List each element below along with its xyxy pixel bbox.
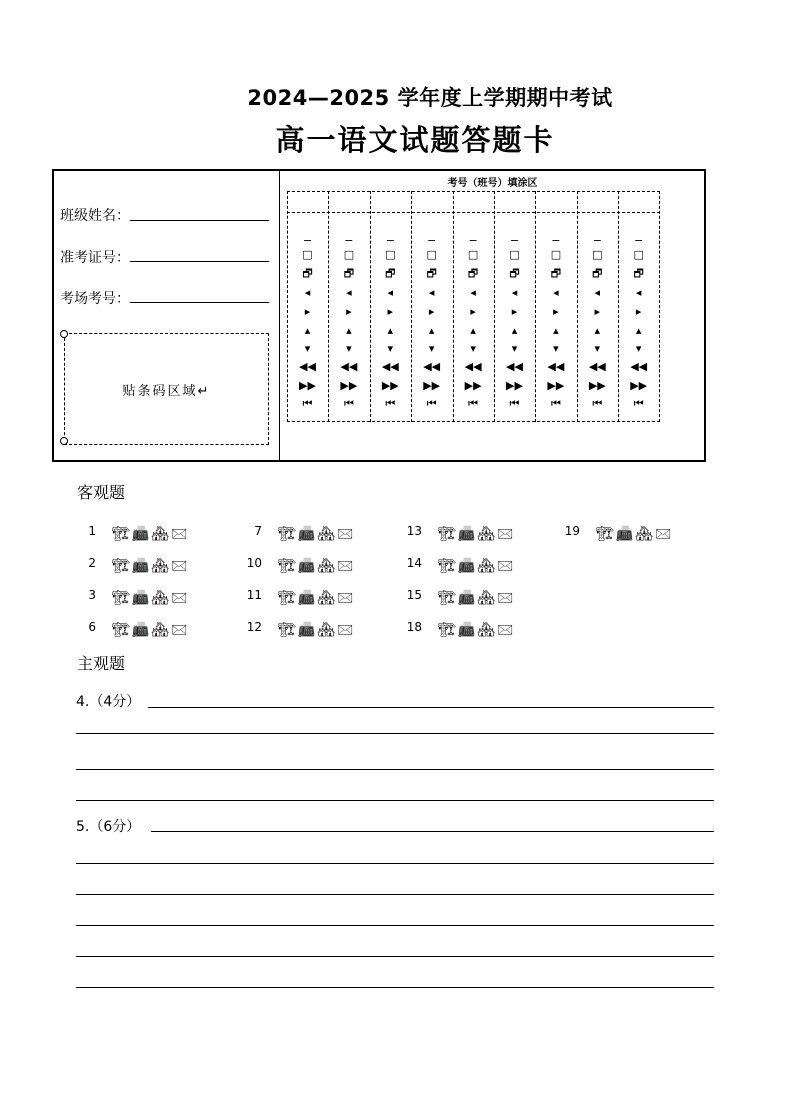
fill-bubble[interactable]: ◂ bbox=[635, 286, 642, 299]
fill-bubble[interactable]: ▸ bbox=[553, 305, 559, 318]
answer-options[interactable]: 🏗📠🏘🖂 bbox=[438, 590, 516, 606]
fill-bubble[interactable]: ◀◀ bbox=[506, 360, 523, 373]
answer-line[interactable] bbox=[76, 769, 714, 770]
fill-bubble[interactable]: ▸ bbox=[511, 305, 518, 318]
fill-bubble[interactable]: − bbox=[634, 234, 644, 247]
page-subtitle: 高一语文试题答题卡 bbox=[275, 123, 555, 157]
fill-bubble[interactable]: ▴ bbox=[387, 324, 394, 337]
fill-bubble[interactable]: ▶▶ bbox=[588, 379, 606, 392]
question-number: 10 bbox=[246, 556, 262, 570]
question-number: 7 bbox=[254, 524, 262, 538]
fill-bubble[interactable]: ⏮ bbox=[592, 397, 603, 410]
fill-bubble[interactable]: ◂ bbox=[594, 286, 601, 299]
fill-bubble[interactable]: ▴ bbox=[428, 324, 435, 337]
objective-title: 客观题 bbox=[77, 483, 126, 502]
fill-bubble[interactable]: ▾ bbox=[470, 342, 476, 355]
fill-bubble[interactable]: ⏮ bbox=[550, 397, 561, 410]
fill-bubble[interactable]: ◂ bbox=[428, 286, 435, 299]
answer-options[interactable]: 🏗📠🏘🖂 bbox=[112, 558, 190, 574]
fill-bubble[interactable]: ▶▶ bbox=[547, 379, 565, 392]
answer-options[interactable]: 🏗📠🏘🖂 bbox=[278, 558, 356, 574]
answer-options[interactable]: 🏗📠🏘🖂 bbox=[278, 526, 356, 542]
grid-header-line bbox=[287, 212, 660, 213]
answer-options[interactable]: 🏗📠🏘🖂 bbox=[112, 622, 190, 638]
question-number: 18 bbox=[406, 620, 422, 634]
fill-bubble[interactable]: ▾ bbox=[304, 342, 311, 355]
fill-bubble[interactable]: ◀◀ bbox=[464, 360, 482, 373]
fill-bubble[interactable]: ▸ bbox=[428, 305, 435, 318]
fill-bubble[interactable]: − bbox=[385, 234, 395, 247]
fill-bubble[interactable]: □ bbox=[509, 248, 520, 261]
fill-bubble[interactable]: ⏮ bbox=[385, 397, 396, 410]
fill-bubble[interactable]: ◀◀ bbox=[381, 360, 399, 373]
fill-bubble[interactable]: ◀◀ bbox=[423, 360, 441, 373]
fill-bubble[interactable]: 🗗 bbox=[467, 267, 479, 280]
answer-options[interactable]: 🏗📠🏘🖂 bbox=[278, 622, 356, 638]
answer-line[interactable] bbox=[151, 831, 714, 832]
answer-line[interactable] bbox=[76, 956, 714, 957]
fill-bubble[interactable]: − bbox=[427, 234, 437, 247]
answer-line[interactable] bbox=[76, 800, 714, 801]
fill-bubble[interactable]: − bbox=[509, 234, 520, 247]
fill-bubble[interactable]: ▾ bbox=[387, 342, 394, 355]
info-divider bbox=[279, 171, 280, 461]
fill-bubble[interactable]: ▸ bbox=[304, 305, 311, 318]
fill-bubble[interactable]: □ bbox=[592, 248, 603, 261]
ticket-number-label: 准考证号： bbox=[60, 250, 130, 266]
fill-bubble[interactable]: ▴ bbox=[553, 324, 559, 337]
fill-bubble[interactable]: ▸ bbox=[470, 305, 476, 318]
fill-bubble[interactable]: ▶▶ bbox=[464, 379, 482, 392]
fill-bubble[interactable]: ▴ bbox=[470, 324, 476, 337]
answer-options[interactable]: 🏗📠🏘🖂 bbox=[438, 558, 516, 574]
fill-bubble[interactable]: □ bbox=[550, 248, 562, 261]
corner-marker bbox=[60, 437, 68, 445]
answer-line[interactable] bbox=[76, 894, 714, 895]
fill-bubble[interactable]: ⏮ bbox=[426, 397, 437, 410]
answer-line[interactable] bbox=[76, 733, 714, 734]
fill-bubble[interactable]: ▶▶ bbox=[506, 379, 523, 392]
fill-bubble[interactable]: ⏮ bbox=[343, 397, 354, 410]
question-number: 15 bbox=[406, 588, 422, 602]
answer-options[interactable]: 🏗📠🏘🖂 bbox=[438, 622, 516, 638]
fill-bubble[interactable]: − bbox=[302, 234, 313, 247]
ticket-number-field[interactable] bbox=[130, 261, 269, 262]
question-number: 12 bbox=[246, 620, 262, 634]
corner-marker bbox=[60, 330, 68, 338]
fill-bubble[interactable]: 🗗 bbox=[509, 267, 520, 280]
exam-number-title: 考号（班号）填涂区 bbox=[447, 178, 538, 189]
fill-bubble[interactable]: 🗗 bbox=[385, 267, 396, 280]
fill-bubble[interactable]: □ bbox=[302, 248, 313, 261]
fill-bubble[interactable]: ⏮ bbox=[468, 397, 479, 410]
answer-options[interactable]: 🏗📠🏘🖂 bbox=[112, 590, 190, 606]
fill-bubble[interactable]: ◀◀ bbox=[547, 360, 565, 373]
fill-bubble[interactable]: ▸ bbox=[635, 305, 642, 318]
answer-options[interactable]: 🏗📠🏘🖂 bbox=[112, 526, 190, 542]
fill-bubble[interactable]: ▶▶ bbox=[340, 379, 358, 392]
fill-bubble[interactable]: ◀◀ bbox=[299, 360, 316, 373]
answer-line[interactable] bbox=[76, 863, 714, 864]
question-number: 13 bbox=[406, 524, 422, 538]
fill-bubble[interactable]: ▾ bbox=[511, 342, 518, 355]
answer-line[interactable] bbox=[76, 987, 714, 988]
fill-bubble[interactable]: ⏮ bbox=[509, 397, 520, 410]
room-number-field[interactable] bbox=[130, 302, 269, 303]
fill-bubble[interactable]: ◂ bbox=[346, 286, 352, 299]
fill-bubble[interactable]: ▾ bbox=[428, 342, 435, 355]
fill-bubble[interactable]: □ bbox=[633, 248, 644, 261]
fill-bubble[interactable]: □ bbox=[426, 248, 437, 261]
fill-bubble[interactable]: ⏮ bbox=[633, 397, 644, 410]
question-number: 1 bbox=[88, 524, 96, 538]
fill-bubble[interactable]: ◂ bbox=[470, 286, 476, 299]
class-name-label: 班级姓名： bbox=[60, 208, 130, 224]
fill-bubble[interactable]: ▶▶ bbox=[299, 379, 316, 392]
barcode-label: 贴条码区域↵ bbox=[122, 384, 211, 399]
fill-bubble[interactable]: □ bbox=[385, 248, 396, 261]
question-number: 2 bbox=[88, 556, 96, 570]
fill-bubble[interactable]: ▴ bbox=[511, 324, 518, 337]
fill-bubble[interactable]: ◀◀ bbox=[588, 360, 606, 373]
fill-bubble[interactable]: □ bbox=[467, 248, 479, 261]
fill-bubble[interactable]: ▴ bbox=[304, 324, 311, 337]
fill-bubble[interactable]: ◀◀ bbox=[340, 360, 358, 373]
fill-bubble[interactable]: ◂ bbox=[387, 286, 394, 299]
fill-bubble[interactable]: ▸ bbox=[387, 305, 394, 318]
subjective-title: 主观题 bbox=[77, 654, 126, 673]
fill-bubble[interactable]: ◂ bbox=[553, 286, 559, 299]
fill-bubble[interactable]: ▴ bbox=[346, 324, 352, 337]
fill-bubble[interactable]: ▴ bbox=[594, 324, 601, 337]
class-name-field[interactable] bbox=[130, 220, 269, 221]
answer-options[interactable]: 🏗📠🏘🖂 bbox=[438, 526, 516, 542]
fill-bubble[interactable]: − bbox=[468, 234, 478, 247]
fill-bubble[interactable]: − bbox=[551, 234, 561, 247]
fill-bubble[interactable]: 🗗 bbox=[550, 267, 562, 280]
question-number: 14 bbox=[406, 556, 422, 570]
fill-bubble[interactable]: ⏮ bbox=[302, 397, 313, 410]
question-number: 6 bbox=[88, 620, 96, 634]
fill-bubble[interactable]: − bbox=[344, 234, 354, 247]
fill-bubble[interactable]: ▶▶ bbox=[630, 379, 648, 392]
fill-bubble[interactable]: ▾ bbox=[635, 342, 642, 355]
question-number: 11 bbox=[246, 588, 262, 602]
room-number-label: 考场考号： bbox=[60, 291, 130, 307]
fill-bubble[interactable]: ▶▶ bbox=[423, 379, 441, 392]
fill-bubble[interactable]: ▴ bbox=[635, 324, 642, 337]
question-number: 19 bbox=[564, 524, 580, 538]
fill-bubble[interactable]: 🗗 bbox=[592, 267, 603, 280]
fill-bubble[interactable]: ◂ bbox=[511, 286, 518, 299]
fill-bubble[interactable]: ◀◀ bbox=[630, 360, 648, 373]
fill-bubble[interactable]: ▾ bbox=[553, 342, 559, 355]
fill-bubble[interactable]: 🗗 bbox=[343, 267, 355, 280]
fill-bubble[interactable]: ▾ bbox=[346, 342, 352, 355]
answer-options[interactable]: 🏗📠🏘🖂 bbox=[596, 526, 674, 542]
answer-line[interactable] bbox=[76, 925, 714, 926]
fill-bubble[interactable]: □ bbox=[343, 248, 355, 261]
question-5-label: 5.（6分） bbox=[76, 819, 141, 835]
fill-bubble[interactable]: ▾ bbox=[594, 342, 601, 355]
question-number: 3 bbox=[88, 588, 96, 602]
fill-bubble[interactable]: ▸ bbox=[346, 305, 352, 318]
fill-bubble[interactable]: 🗗 bbox=[426, 267, 437, 280]
fill-bubble[interactable]: 🗗 bbox=[302, 267, 313, 280]
question-4-label: 4.（4分） bbox=[76, 694, 141, 710]
fill-bubble[interactable]: 🗗 bbox=[633, 267, 644, 280]
fill-bubble[interactable]: − bbox=[592, 234, 602, 247]
answer-line[interactable] bbox=[148, 707, 714, 708]
fill-bubble[interactable]: ◂ bbox=[304, 286, 311, 299]
answer-options[interactable]: 🏗📠🏘🖂 bbox=[278, 590, 356, 606]
page-title: 2024—2025 学年度上学期期中考试 bbox=[247, 86, 613, 110]
fill-bubble[interactable]: ▶▶ bbox=[381, 379, 399, 392]
fill-bubble[interactable]: ▸ bbox=[594, 305, 601, 318]
